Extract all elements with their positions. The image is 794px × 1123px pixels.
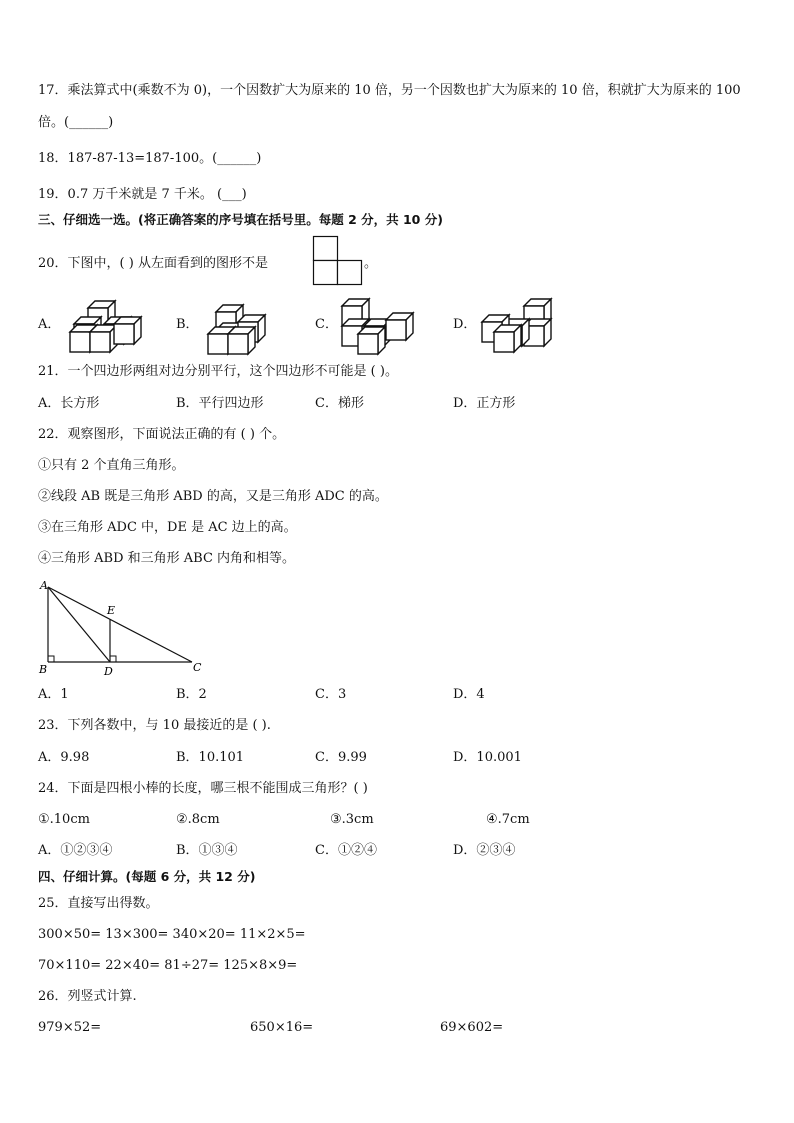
q23-option-b[interactable]: B．10.101 <box>176 750 245 765</box>
q22-option-c[interactable]: C．3 <box>315 687 347 702</box>
q22-option-d[interactable]: D．4 <box>453 687 485 702</box>
q24-option-a[interactable]: A．①②③④ <box>38 843 113 858</box>
cube <box>228 327 255 354</box>
q25-stem: 25．直接写出得数。 <box>38 896 159 911</box>
q26-item-2: 650×16= <box>250 1020 314 1035</box>
q17-line1: 17．乘法算式中(乘数不为 0)，一个因数扩大为原来的 10 倍，另一个因数也扩大为原来的 10 倍，积就扩大为原来的 100 <box>38 83 741 98</box>
q18-text: 18．187-87-13=187-100。(______) <box>38 151 262 166</box>
q23-option-d[interactable]: D．10.001 <box>453 750 522 765</box>
q20-option-b-cubes <box>204 298 284 356</box>
label-e: E <box>107 604 116 617</box>
q24-option-d[interactable]: D．②③④ <box>453 843 516 858</box>
q21-stem: 21．一个四边形两组对边分别平行，这个四边形不可能是 ( )。 <box>38 364 398 379</box>
q22-option-a[interactable]: A．1 <box>38 687 69 702</box>
cube <box>494 325 521 352</box>
q24-stick-3: ③.3cm <box>330 812 374 827</box>
label-b: B <box>39 663 48 676</box>
q23-option-a[interactable]: A．9.98 <box>38 750 90 765</box>
q24-option-c[interactable]: C．①②④ <box>315 843 377 858</box>
q23-stem: 23．下列各数中，与 10 最接近的是 ( ). <box>38 718 271 733</box>
q21-option-b[interactable]: B．平行四边形 <box>176 396 264 411</box>
cube <box>90 325 117 352</box>
q20-stem-after: 。 <box>364 256 378 271</box>
q25-row-1: 300×50= 13×300= 340×20= 11×2×5= <box>38 927 306 942</box>
q26-item-3: 69×602= <box>440 1020 504 1035</box>
section4-heading: 四、仔细计算。(每题 6 分，共 12 分) <box>38 869 256 884</box>
q20-stem-before: 20．下图中，( ) 从左面看到的图形不是 <box>38 256 268 271</box>
q20-option-c-label[interactable]: C． <box>315 317 338 332</box>
q22-statement-2: ②线段 AB 既是三角形 ABD 的高，又是三角形 ADC 的高。 <box>38 489 388 504</box>
q24-stem: 24．下面是四根小棒的长度，哪三根不能围成三角形？( ) <box>38 781 368 796</box>
q21-option-c[interactable]: C．梯形 <box>315 396 364 411</box>
q23-option-c[interactable]: C．9.99 <box>315 750 367 765</box>
q20-option-b-label[interactable]: B． <box>176 317 199 332</box>
q20-option-a-cubes <box>66 296 146 356</box>
section3-heading: 三、仔细选一选。(将正确答案的序号填在括号里。每题 2 分，共 10 分) <box>38 212 443 227</box>
q20-option-a-label[interactable]: A． <box>38 317 61 332</box>
q22-triangle-figure <box>36 578 206 678</box>
cube <box>358 327 385 354</box>
cube <box>114 317 141 344</box>
q20-option-d-label[interactable]: D． <box>453 317 477 332</box>
q21-option-a[interactable]: A．长方形 <box>38 396 100 411</box>
cube <box>386 313 413 340</box>
q22-option-b[interactable]: B．2 <box>176 687 207 702</box>
q21-option-d[interactable]: D．正方形 <box>453 396 516 411</box>
q22-statement-4: ④三角形 ABD 和三角形 ABC 内角和相等。 <box>38 551 296 566</box>
label-a: A <box>40 579 48 592</box>
q22-stem: 22．观察图形，下面说法正确的有 ( ) 个。 <box>38 427 286 442</box>
q22-statement-1: ①只有 2 个直角三角形。 <box>38 458 185 473</box>
q26-stem: 26．列竖式计算. <box>38 989 137 1004</box>
label-c: C <box>193 661 202 674</box>
q19-text: 19．0.7 万千米就是 7 千米。 (___) <box>38 187 247 202</box>
q24-option-b[interactable]: B．①③④ <box>176 843 238 858</box>
q17-line2: 倍。(______) <box>38 115 114 130</box>
q24-stick-1: ①.10cm <box>38 812 90 827</box>
label-d: D <box>104 665 113 678</box>
q24-stick-4: ④.7cm <box>486 812 530 827</box>
q20-option-d-cubes <box>480 296 560 356</box>
q20-option-c-cubes <box>338 296 418 356</box>
q26-item-1: 979×52= <box>38 1020 102 1035</box>
q25-row-2: 70×110= 22×40= 81÷27= 125×8×9= <box>38 958 298 973</box>
q24-stick-2: ②.8cm <box>176 812 220 827</box>
q20-left-view-figure <box>313 236 363 288</box>
q22-statement-3: ③在三角形 ADC 中，DE 是 AC 边上的高。 <box>38 520 297 535</box>
q20-stem <box>38 255 268 273</box>
